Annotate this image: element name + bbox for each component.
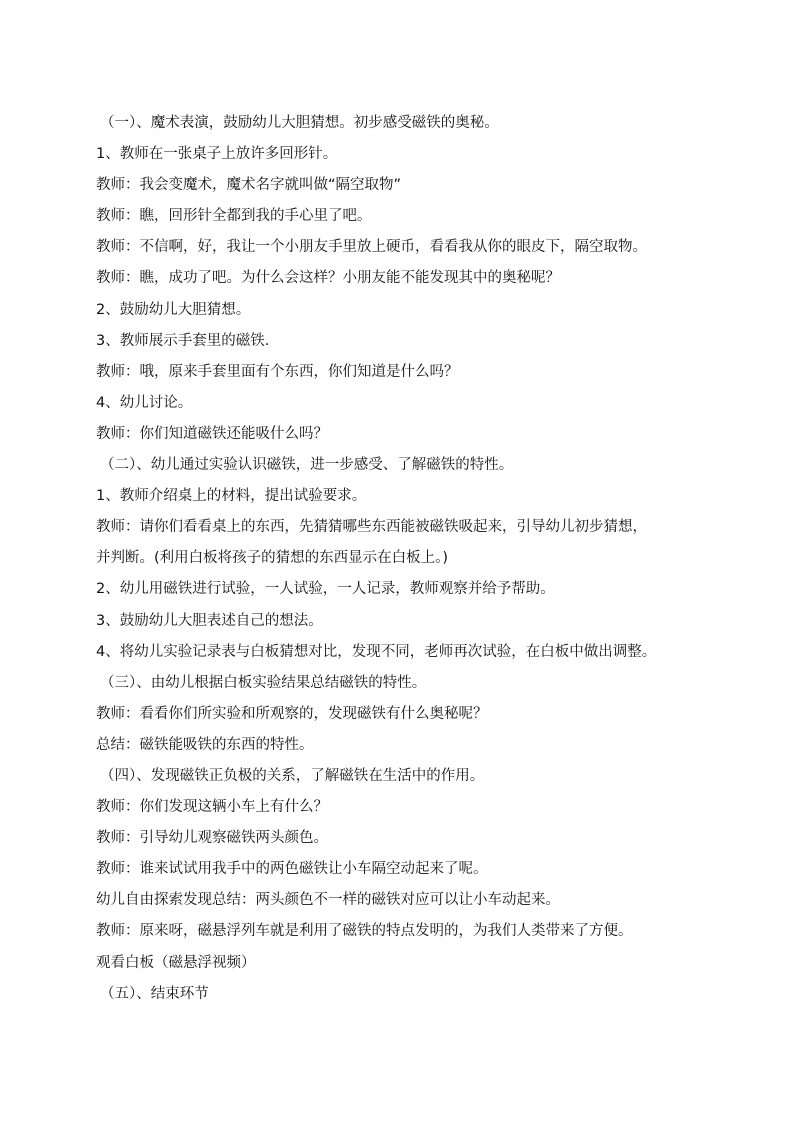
paragraph-line: 3、教师展示手套里的磁铁. [96,332,270,349]
document-body [96,108,706,1010]
paragraph-line: 3、鼓励幼儿大胆表述自己的想法。 [96,612,323,629]
section-heading-4: （四）、发现磁铁正负极的关系，了解磁铁在生活中的作用。 [100,767,485,784]
paragraph-line: 幼儿自由探索发现总结：两头颜色不一样的磁铁对应可以让小车动起来。 [96,892,560,909]
paragraph-line: 教师：瞧，成功了吧。为什么会这样？小朋友能不能发现其中的奥秘呢？ [96,270,560,287]
paragraph-line: 教师：哦，原来手套里面有个东西，你们知道是什么吗？ [96,363,459,380]
paragraph-line: 教师：原来呀，磁悬浮列车就是利用了磁铁的特点发明的，为我们人类带来了方便。 [96,923,633,940]
paragraph-line: 教师：不信啊，好，我让一个小朋友手里放上硬币，看看我从你的眼皮下，隔空取物。 [96,239,647,256]
paragraph-line: 教师：引导幼儿观察磁铁两头颜色。 [96,830,328,847]
section-heading-5: （五）、结束环节 [100,985,209,1002]
paragraph-line: 教师：你们发现这辆小车上有什么？ [96,799,328,816]
paragraph-line: 教师：我会变魔术，魔术名字就叫做“隔空取物” [96,177,402,194]
paragraph-line: 教师：看看你们所实验和所观察的，发现磁铁有什么奥秘呢？ [96,705,488,722]
paragraph-line: 教师：你们知道磁铁还能吸什么吗？ [96,425,328,442]
paragraph-line: 并判断。(利用白板将孩子的猜想的东西显示在白板上。) [96,550,449,567]
paragraph-line: 总结：磁铁能吸铁的东西的特性。 [96,736,314,753]
paragraph-line: 2、鼓励幼儿大胆猜想。 [96,301,251,318]
paragraph-line: 4、将幼儿实验记录表与白板猜想对比，发现不同，老师再次试验，在白板中做出调整。 [96,643,657,660]
section-heading-2: （二）、幼儿通过实验认识磁铁，进一步感受、了解磁铁的特性。 [100,457,514,474]
paragraph-line: 观看白板（磁悬浮视频） [96,954,256,971]
paragraph-line: 4、幼儿讨论。 [96,394,193,411]
paragraph-line: 教师：瞧，回形针全都到我的手心里了吧。 [96,208,372,225]
paragraph-line: 教师：谁来试试用我手中的两色磁铁让小车隔空动起来了呢。 [96,861,488,878]
paragraph-line: 1、教师介绍桌上的材料，提出试验要求。 [96,488,367,505]
section-heading-3: （三）、由幼儿根据白板实验结果总结磁铁的特性。 [100,674,427,691]
section-heading-1: （一）、魔术表演，鼓励幼儿大胆猜想。初步感受磁铁的奥秘。 [100,115,499,131]
paragraph-line: 1、教师在一张桌子上放许多回形针。 [96,146,338,163]
paragraph-line: 教师：请你们看看桌上的东西，先猜猜哪些东西能被磁铁吸起来，引导幼儿初步猜想， [96,519,647,536]
paragraph-line: 2、幼儿用磁铁进行试验，一人试验，一人记录，教师观察并给予帮助。 [96,581,555,598]
